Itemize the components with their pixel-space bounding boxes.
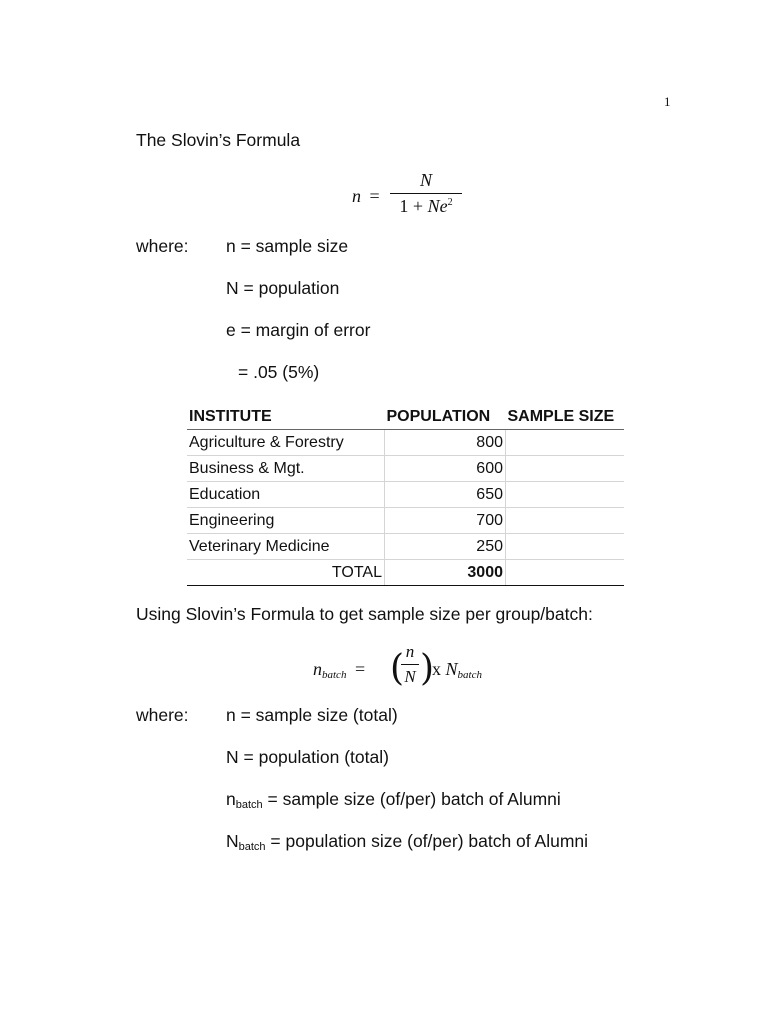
table-row: [187, 508, 624, 534]
institute-cell: Education: [187, 482, 385, 508]
definition-e: e = margin of error: [226, 320, 371, 340]
population-cell: 600: [385, 456, 506, 482]
institute-cell: Agriculture & Forestry: [187, 430, 385, 456]
formula2-close-paren: ): [420, 648, 435, 689]
total-label: TOTAL: [187, 560, 385, 586]
where-label-1: where:: [136, 236, 189, 256]
population-cell: 650: [385, 482, 506, 508]
formula-numerator: N: [419, 170, 432, 190]
sample-size-cell: [506, 534, 625, 560]
definition-N: N = population: [226, 278, 340, 298]
population-cell: 700: [385, 508, 506, 534]
formula-denominator-constant: 1 +: [399, 196, 428, 216]
formula2-rhs: N: [445, 659, 458, 679]
total-population: 3000: [385, 560, 506, 586]
sample-size-cell: [506, 482, 625, 508]
formula2-lhs-sub: batch: [322, 669, 347, 681]
sample-size-cell: [506, 456, 625, 482]
fraction-bar: [390, 193, 462, 194]
formula-exponent: 2: [447, 197, 453, 208]
sample-size-cell: [506, 430, 625, 456]
column-header-institute: INSTITUTE: [187, 404, 385, 430]
page-number: 1: [664, 94, 671, 109]
formula2-lhs: n: [313, 659, 322, 679]
table-row: [187, 430, 624, 456]
n-batch-symbol: n: [226, 789, 236, 809]
formula2-times: x: [432, 659, 441, 679]
table-row: [187, 456, 624, 482]
fraction-bar: [401, 664, 419, 665]
n-batch-text: = sample size (of/per) batch of Alumni: [262, 789, 561, 809]
formula-lhs: n: [352, 186, 361, 206]
definition-N-batch: [226, 831, 588, 852]
N-batch-subscript: batch: [238, 841, 266, 853]
column-header-population: POPULATION: [385, 404, 506, 430]
total-row: [187, 560, 624, 586]
sample-size-cell: [506, 508, 625, 534]
total-sample-size: [506, 560, 625, 586]
definition-N-total: N = population (total): [226, 747, 389, 767]
formula-equals: =: [369, 186, 380, 206]
institute-table: [187, 404, 624, 586]
definition-e-value: = .05 (5%): [238, 362, 320, 382]
N-batch-text: = population size (of/per) batch of Alumni: [265, 831, 589, 851]
column-header-sample-size: SAMPLE SIZE: [506, 404, 625, 430]
formula2-numerator: n: [405, 642, 415, 661]
table-row: [187, 482, 624, 508]
batch-intro: Using Slovin’s Formula to get sample size per group/batch:: [136, 604, 593, 624]
population-cell: 800: [385, 430, 506, 456]
institute-cell: Business & Mgt.: [187, 456, 385, 482]
definition-n-total: n = sample size (total): [226, 705, 398, 725]
table-row: [187, 534, 624, 560]
formula-denominator-term: Ne: [427, 196, 448, 216]
table-header-row: [187, 404, 624, 430]
formula2-open-paren: (: [390, 648, 405, 689]
formula2-rhs-sub: batch: [457, 669, 482, 681]
where-label-2: where:: [136, 705, 189, 725]
section-heading: The Slovin’s Formula: [136, 130, 301, 150]
formula2-denominator: N: [404, 667, 416, 686]
n-batch-subscript: batch: [235, 799, 263, 811]
institute-cell: Veterinary Medicine: [187, 534, 385, 560]
definition-n-batch: [226, 789, 561, 810]
definition-n: n = sample size: [226, 236, 349, 256]
population-cell: 250: [385, 534, 506, 560]
formula2-equals: =: [354, 659, 366, 679]
institute-cell: Engineering: [187, 508, 385, 534]
N-batch-symbol: N: [226, 831, 239, 851]
